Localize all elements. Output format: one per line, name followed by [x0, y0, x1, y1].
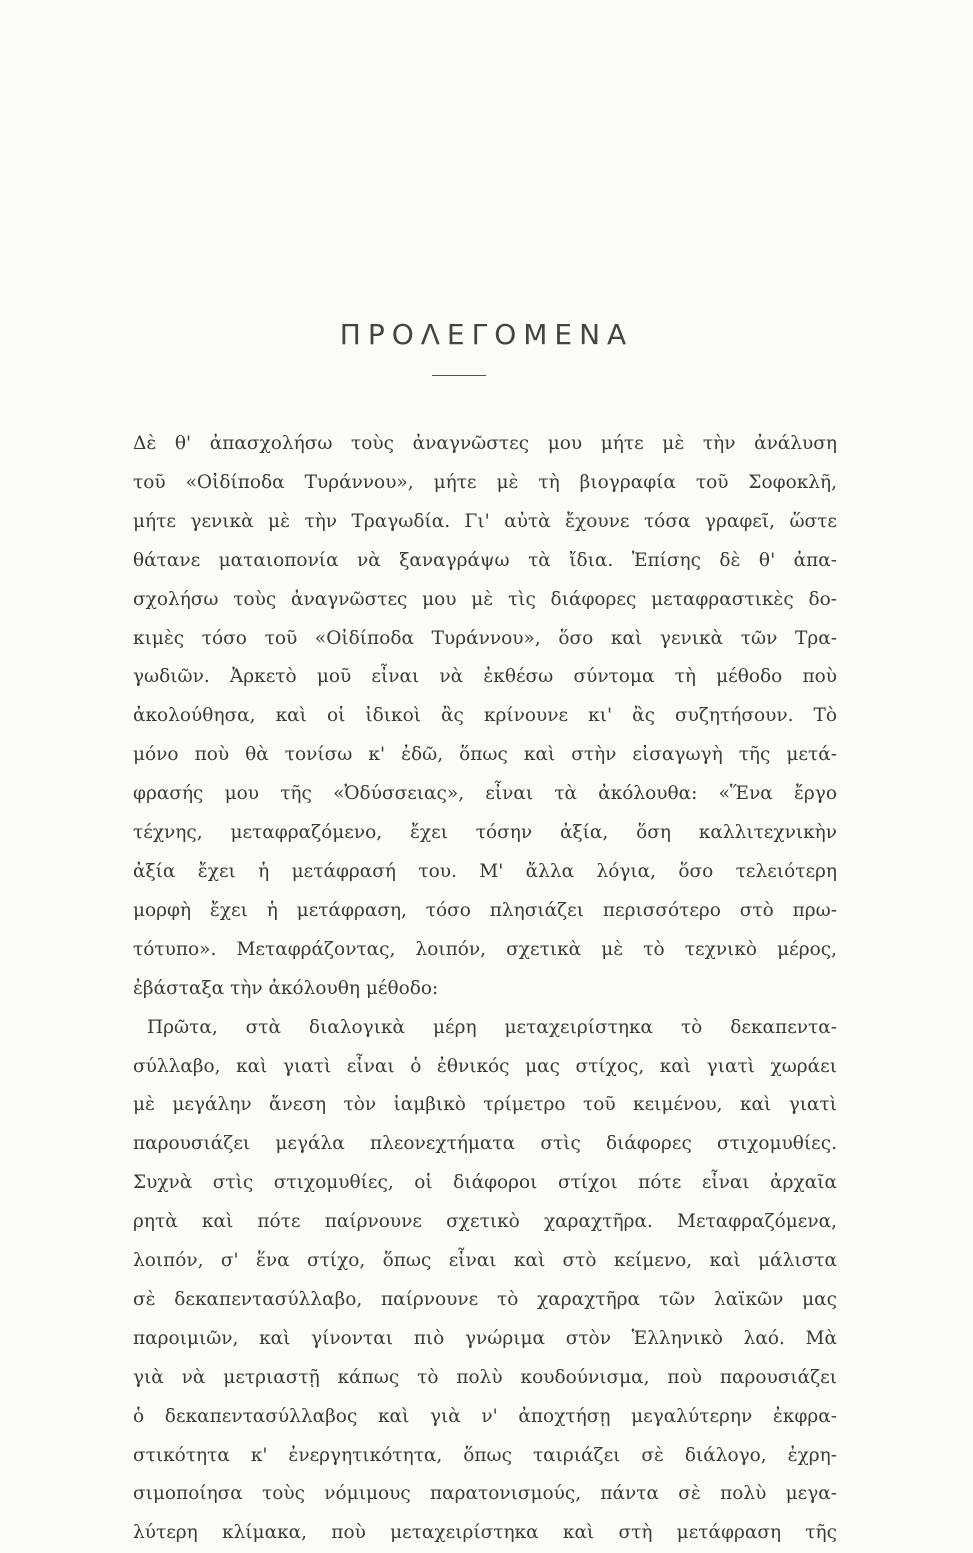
text-line: μήτε γενικὰ μὲ τὴν Τραγωδία. Γι' αὐτὰ ἔχουνε τόσα γραφεῖ, ὥστε: [133, 510, 837, 532]
text-line: γωδιῶν. Ἀρκετὸ μοῦ εἶναι νὰ ἐκθέσω σύντομα τὴ μέθοδο ποὺ: [133, 666, 837, 688]
text-line: ἀκολούθησα, καὶ οἱ ἰδικοὶ ἂς κρίνουνε κι' ἂς συζητήσουν. Τὸ: [133, 705, 837, 727]
text-line: φρασής μου τῆς «Ὀδύσσειας», εἶναι τὰ ἀκόλουθα: «Ἕνα ἔργο: [133, 783, 837, 805]
text-line: μὲ μεγάλην ἄνεση τὸν ἰαμβικὸ τρίμετρο τοῦ κειμένου, καὶ γιατὶ: [133, 1094, 837, 1116]
text-line: παροιμιῶν, καὶ γίνονται πιὸ γνώριμα στὸν Ἑλληνικὸ λαό. Μὰ: [133, 1327, 837, 1349]
text-line: λύτερη κλίμακα, ποὺ μεταχειρίστηκα καὶ στὴ μετάφραση τῆς: [133, 1522, 837, 1544]
text-line: γιὰ νὰ μετριαστῇ κάπως τὸ πολὺ κουδούνισμα, ποὺ παρουσιάζει: [133, 1366, 837, 1388]
text-line: κιμὲς τόσο τοῦ «Οἰδίποδα Τυράννου», ὅσο καὶ γενικὰ τῶν Τρα-: [133, 627, 837, 649]
text-line: Συχνὰ στὶς στιχομυθίες, οἱ διάφοροι στίχοι πότε εἶναι ἀρχαῖα: [133, 1172, 837, 1194]
text-line: σχολήσω τοὺς ἀναγνῶστες μου μὲ τὶς διάφορες μεταφραστικὲς δο-: [133, 588, 837, 610]
text-line: θάτανε ματαιοπονία νὰ ξαναγράψω τὰ ἴδια. Ἐπίσης δὲ θ' ἀπα-: [133, 549, 837, 571]
text-line: τότυπο». Μεταφράζοντας, λοιπόν, σχετικὰ μὲ τὸ τεχνικὸ μέρος,: [133, 938, 837, 960]
text-line: σὲ δεκαπεντασύλλαβο, παίρνουνε τὸ χαραχτῆρα τῶν λαϊκῶν μας: [133, 1288, 837, 1310]
text-line: Πρῶτα, στὰ διαλογικὰ μέρη μεταχειρίστηκα τὸ δεκαπεντα-: [147, 1016, 837, 1038]
text-line: ρητὰ καὶ πότε παίρνουνε σχετικὸ χαραχτῆρα. Μεταφραζόμενα,: [133, 1211, 837, 1233]
text-line: παρουσιάζει μεγάλα πλεονεχτήματα στὶς διάφορες στιχομυθίες.: [133, 1133, 837, 1155]
text-line: τοῦ «Οἰδίποδα Τυράννου», μήτε μὲ τὴ βιογραφία τοῦ Σοφοκλῆ,: [133, 471, 837, 493]
text-line: μόνο ποὺ θὰ τονίσω κ' ἐδῶ, ὅπως καὶ στὴν εἰσαγωγὴ τῆς μετά-: [133, 744, 837, 766]
text-line: Δὲ θ' ἀπασχολήσω τοὺς ἀναγνῶστες μου μήτε μὲ τὴν ἀνάλυση: [133, 433, 837, 454]
text-line: στικότητα κ' ἐνεργητικότητα, ὅπως ταιριάζει σὲ διάλογο, ἐχρη-: [133, 1444, 837, 1466]
text-line: τέχνης, μεταφραζόμενο, ἔχει τόσην ἀξία, ὅση καλλιτεχνικὴν: [133, 822, 837, 844]
text-line: σύλλαβο, καὶ γιατὶ εἶναι ὁ ἐθνικός μας στίχος, καὶ γιατὶ χωράει: [133, 1055, 837, 1077]
text-line: ἀξία ἔχει ἡ μετάφρασή του. Μ' ἄλλα λόγια, ὅσο τελειότερη: [133, 860, 837, 882]
title-divider: [432, 375, 486, 376]
text-line: σιμοποίησα τοὺς νόμιμους παρατονισμούς, πάντα σὲ πολὺ μεγα-: [133, 1483, 837, 1505]
text-line: ἐβάσταξα τὴν ἀκόλουθη μέθοδο:: [133, 977, 439, 999]
page-title: ΠΡΟΛΕΓΟΜΕΝΑ: [339, 318, 634, 351]
text-line: μορφὴ ἔχει ἡ μετάφραση, τόσο πλησιάζει περισσότερο στὸ πρω-: [133, 899, 837, 921]
text-line: λοιπόν, σ' ἕνα στίχο, ὅπως εἶναι καὶ στὸ κείμενο, καὶ μάλιστα: [133, 1250, 837, 1272]
body-text: [133, 425, 837, 1553]
text-line: ὁ δεκαπεντασύλλαβος καὶ γιὰ ν' ἀποχτήσῃ μεγαλύτερην ἐκφρα-: [133, 1405, 837, 1427]
